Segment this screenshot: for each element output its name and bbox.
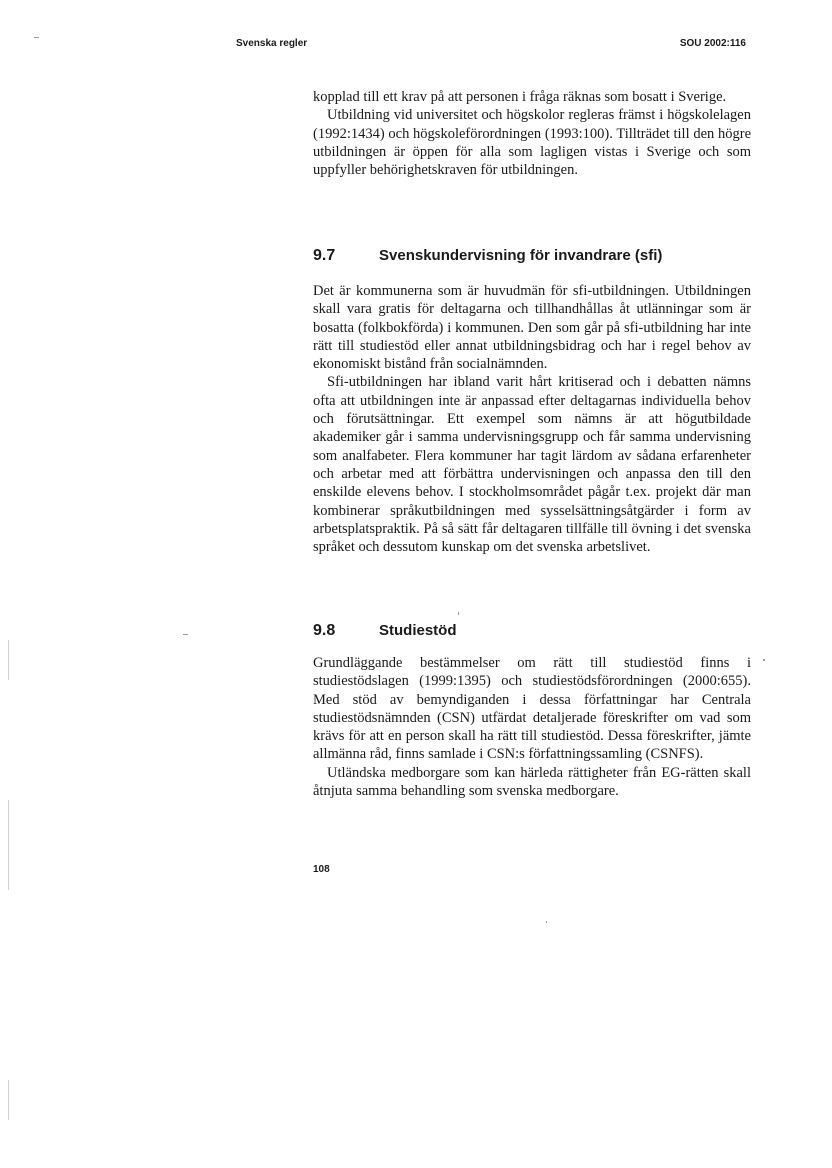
scan-speck <box>34 37 39 38</box>
section-heading <box>313 622 753 640</box>
paragraph: Utländska medborgare som kan härleda rättigheter från EG-rätten skall åtnjuta samma behandling som svenska medborgare. <box>313 764 751 800</box>
section-heading <box>313 247 753 265</box>
running-header <box>236 38 746 52</box>
section-body <box>313 282 751 556</box>
paragraph: kopplad till ett krav på att personen i fråga räknas som bosatt i Sverige. <box>313 89 727 105</box>
paragraph: Det är kommunerna som är huvudmän för sfi-utbildningen. Utbildningen skall vara gratis för deltagarna och tillhandhållas åt utlänningar som är bosatta (folkbokförda) i kommunen. Den som går på sfi-utbildning har inte rätt till studiestöd eller annat utbildningsbidrag och har i regel behov av ekonomiskt bistånd från socialnämnden. <box>313 283 751 373</box>
scan-speck <box>546 921 547 923</box>
scan-edge-mark <box>8 640 9 680</box>
paragraph: Sfi-utbildningen har ibland varit hårt kritiserad och i debatten nämns ofta att utbildningen inte är anpassad efter deltagarnas individuella behov och förutsättningar. Ett exempel som nämns är att högutbildade akademiker går i samma undervisningsgrupp och får samma undervisning som analfabeter. Flera kommuner har tagit lärdom av sådana erfarenheter och arbetar med att förbättra undervisningen och anpassa den till den enskilde elevens behov. I stockholmsområdet pågår t.ex. projekt där man kombinerar språkutbildningen med sysselsättningsåtgärder i form av arbetsplatspraktik. På så sätt får deltagaren tillfälle till övning i det svenska språket och dessutom kunskap om det svenska arbetslivet. <box>313 374 751 556</box>
paragraph: Utbildning vid universitet och högskolor regleras främst i högskolelagen (1992:1434) och högskoleförordningen (1993:100). Tillträdet till den högre utbildningen är öppen för alla som lagligen vistas i Sverige och som uppfyller behörighetskraven för utbildningen. <box>313 107 751 179</box>
scan-speck <box>763 659 765 661</box>
scan-edge-mark <box>8 1080 9 1120</box>
section-number: 9.8 <box>313 622 336 639</box>
section-number: 9.7 <box>313 247 336 264</box>
running-header-left: Svenska regler <box>236 38 308 49</box>
running-header-right: SOU 2002:116 <box>679 38 746 49</box>
page-number: 108 <box>313 864 330 875</box>
scan-speck <box>183 634 188 635</box>
intro-text <box>313 88 751 179</box>
section-title: Svenskundervisning för invandrare (sfi) <box>379 247 663 264</box>
scan-edge-mark <box>8 800 9 890</box>
section-title: Studiestöd <box>379 622 457 639</box>
section-body <box>313 654 751 800</box>
paragraph: Grundläggande bestämmelser om rätt till studiestöd finns i studiestödslagen (1999:1395) och studiestödsförordningen (2000:655). Med stöd av bemyndiganden i dessa författningar har Centrala studiestödsnämnden (CSN) utfärdat detaljerade föreskrifter om vad som krävs för att en person skall ha rätt till studiestöd. Dessa föreskrifter, jämte allmänna råd, finns samlade i CSN:s författningssamling (CSNFS). <box>313 655 751 763</box>
scan-speck <box>458 612 459 615</box>
